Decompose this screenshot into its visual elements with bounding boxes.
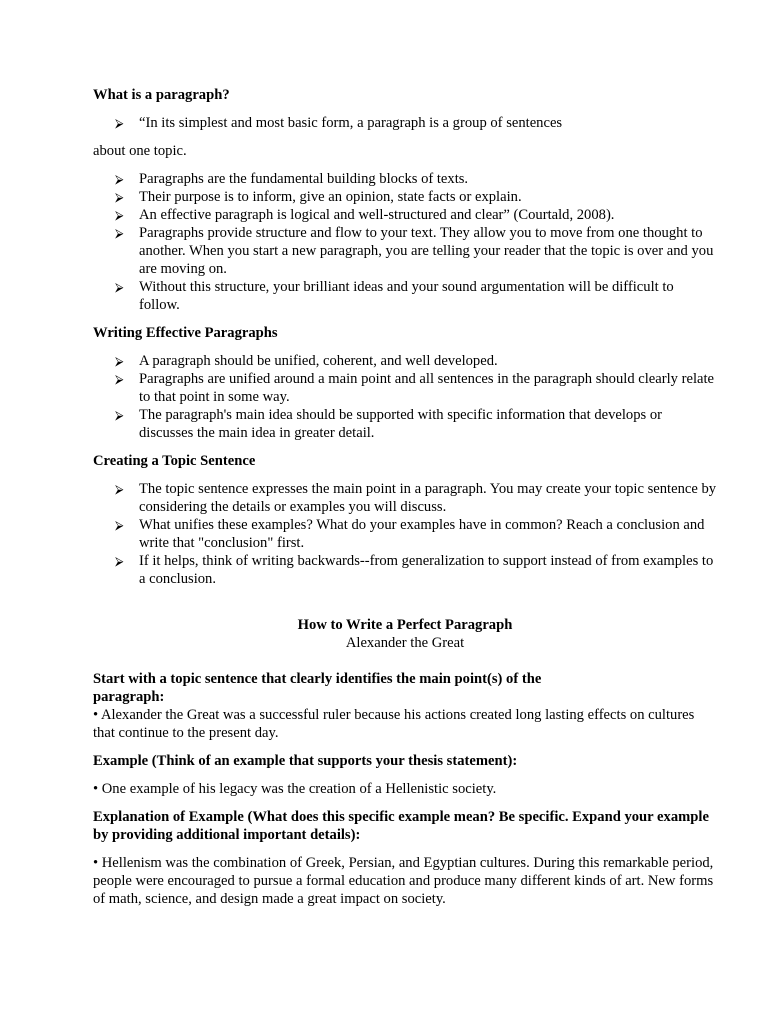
list-item — [93, 188, 717, 206]
arrow-bullet-icon: ⮚ — [115, 280, 124, 294]
arrow-bullet-icon: ⮚ — [115, 372, 124, 386]
paragraph-continuation: about one topic. — [93, 143, 187, 159]
section3-bullet-list — [93, 480, 717, 588]
arrow-bullet-icon: ⮚ — [115, 554, 124, 568]
list-item — [93, 170, 717, 188]
explanation-label: Explanation of Example (What does this specific example mean? Be specific. Expand your example by providing additional important details): — [93, 809, 709, 843]
topic-sentence-text: • Alexander the Great was a successful ruler because his actions created long lasting effects on cultures that continue to the present day. — [93, 707, 695, 741]
arrow-bullet-icon: ⮚ — [115, 354, 124, 368]
list-item-text: Paragraphs are unified around a main point and all sentences in the paragraph should clearly relate to that point in some way. — [139, 371, 715, 405]
section-heading-what-is-paragraph: What is a paragraph? — [93, 87, 230, 103]
list-item — [93, 480, 717, 516]
example-title: How to Write a Perfect Paragraph — [297, 617, 513, 633]
arrow-bullet-icon: ⮚ — [115, 190, 124, 204]
arrow-bullet-icon: ⮚ — [115, 172, 124, 186]
list-item — [93, 278, 717, 314]
list-item — [93, 114, 717, 132]
list-item-text: Paragraphs are the fundamental building blocks of texts. — [139, 171, 469, 187]
example-label: Example (Think of an example that supports your thesis statement): — [93, 753, 518, 769]
quote-bullet-list — [93, 114, 717, 132]
arrow-bullet-icon: ⮚ — [115, 408, 124, 422]
list-item-text: The paragraph's main idea should be supported with specific information that develops or discusses the main idea in greater detail. — [139, 407, 662, 441]
example-subtitle: Alexander the Great — [345, 635, 465, 651]
section2-bullet-list — [93, 352, 717, 442]
list-item-text: Without this structure, your brilliant ideas and your sound argumentation will be difficult to follow. — [139, 279, 674, 313]
section1-bullet-list — [93, 170, 717, 314]
section-heading-writing-effective: Writing Effective Paragraphs — [93, 325, 278, 341]
example-text: • One example of his legacy was the creation of a Hellenistic society. — [93, 781, 497, 797]
list-item — [93, 224, 717, 278]
list-item — [93, 370, 717, 406]
arrow-bullet-icon: ⮚ — [115, 482, 124, 496]
explanation-text: • Hellenism was the combination of Greek, Persian, and Egyptian cultures. During this remarkable period, people were encouraged to pursue a formal education and produce many different kinds of art. New forms of math, science, and design made a great impact on society. — [93, 855, 714, 907]
arrow-bullet-icon: ⮚ — [115, 518, 124, 532]
arrow-bullet-icon: ⮚ — [115, 226, 124, 240]
list-item-text: What unifies these examples? What do your examples have in common? Reach a conclusion and write that "conclusion" first. — [139, 517, 705, 551]
list-item-text: An effective paragraph is logical and well-structured and clear” (Courtald, 2008). — [139, 207, 615, 223]
arrow-bullet-icon: ⮚ — [115, 208, 124, 222]
list-item-text: If it helps, think of writing backwards--from generalization to support instead of from examples to a conclusion. — [139, 553, 714, 587]
document-page — [93, 86, 717, 908]
list-item-text: “In its simplest and most basic form, a paragraph is a group of sentences — [139, 115, 563, 131]
topic-sentence-label: Start with a topic sentence that clearly identifies the main point(s) of the paragraph: — [93, 671, 542, 705]
list-item-text: Paragraphs provide structure and flow to your text. They allow you to move from one thought to another. When you start a new paragraph, you are telling your reader that the topic is over and you are moving on. — [139, 225, 714, 277]
list-item-text: Their purpose is to inform, give an opinion, state facts or explain. — [139, 189, 522, 205]
list-item — [93, 516, 717, 552]
section-heading-topic-sentence: Creating a Topic Sentence — [93, 453, 256, 469]
list-item-text: A paragraph should be unified, coherent, and well developed. — [139, 353, 498, 369]
list-item — [93, 552, 717, 588]
list-item — [93, 406, 717, 442]
list-item-text: The topic sentence expresses the main point in a paragraph. You may create your topic sentence by considering the details or examples you will discuss. — [139, 481, 717, 515]
list-item — [93, 352, 717, 370]
arrow-bullet-icon: ⮚ — [115, 116, 124, 130]
list-item — [93, 206, 717, 224]
